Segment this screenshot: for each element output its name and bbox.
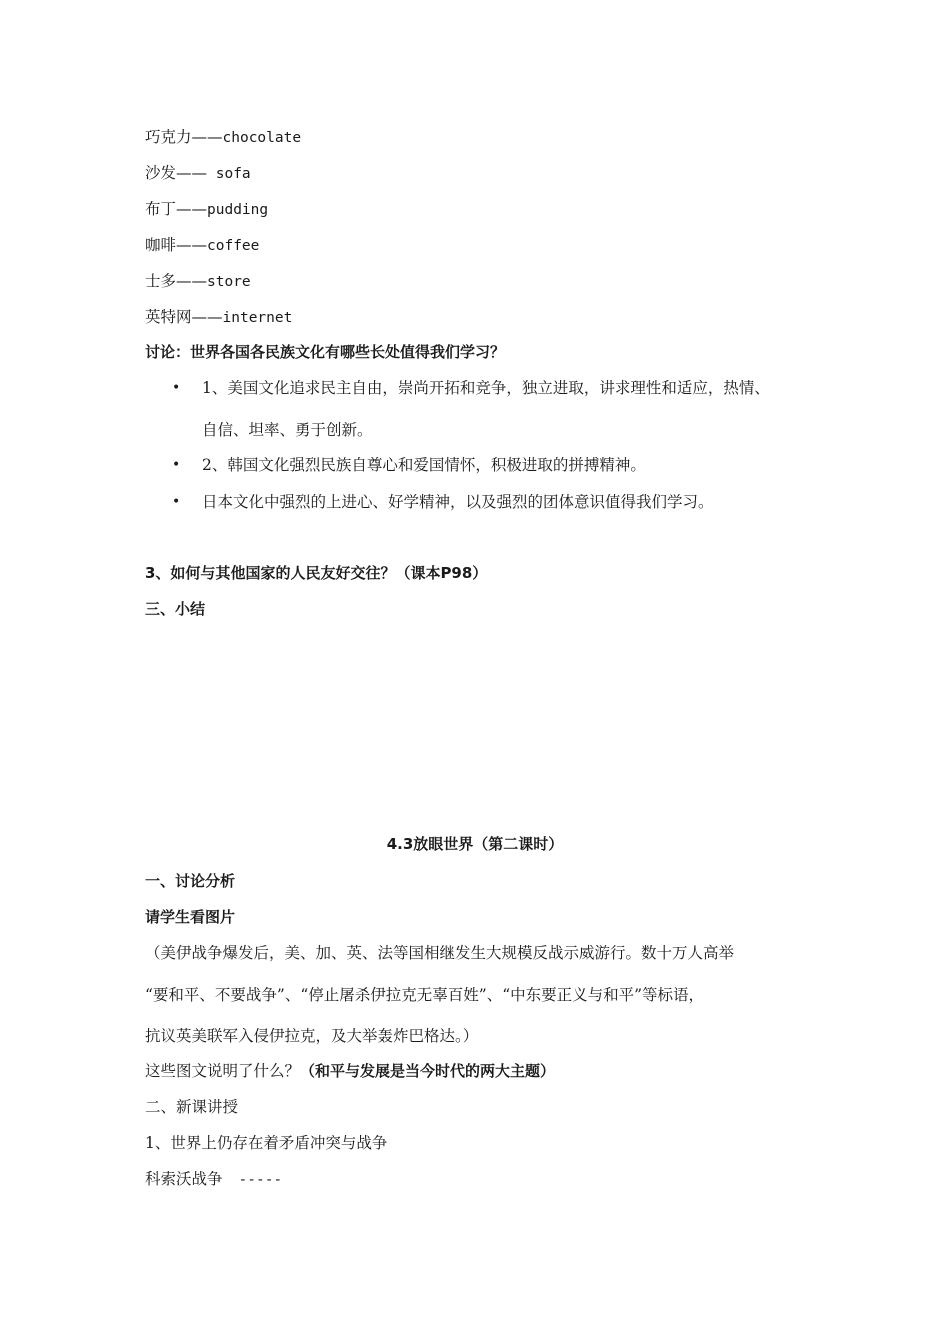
vocab-chinese: 士多—— (145, 272, 208, 290)
kosovo-line (145, 1168, 282, 1191)
bullet-icon: • (172, 457, 181, 473)
vocab-item (145, 162, 251, 185)
question-line (145, 1060, 555, 1082)
bullet-text-continued: 自信、坦率、勇于创新。 (202, 421, 373, 439)
vocab-english: coffee (207, 238, 260, 254)
vocab-chinese: 沙发—— (145, 164, 208, 182)
bullet-icon: • (172, 494, 181, 510)
vocab-chinese: 布丁—— (145, 200, 208, 218)
discussion-heading: 讨论：世界各国各民族文化有哪些长处值得我们学习？ (145, 343, 506, 361)
vocab-english: internet (222, 310, 293, 326)
part-heading: 二、新课讲授 (145, 1098, 239, 1116)
vocab-item (145, 306, 292, 329)
kosovo-dash: ----- (238, 1172, 283, 1188)
vocab-chinese: 咖啡—— (145, 236, 208, 254)
vocab-chinese: 英特网—— (145, 308, 223, 326)
point-heading: 1、世界上仍存在着矛盾冲突与战争 (145, 1134, 388, 1152)
bullet-text: 1、美国文化追求民主自由，崇尚开拓和竞争，独立进取，讲求理性和适应，热情、 (202, 379, 770, 397)
subheading: 请学生看图片 (145, 908, 236, 926)
vocab-english: store (207, 274, 251, 290)
vocab-chinese: 巧克力—— (145, 128, 223, 146)
vocab-item (145, 198, 268, 221)
bullet-text: 日本文化中强烈的上进心、好学精神，以及强烈的团体意识值得我们学习。 (202, 493, 714, 511)
lesson-title: 4.3放眼世界（第二课时） (386, 835, 564, 853)
bullet-icon: • (172, 380, 181, 396)
question-text: 这些图文说明了什么？ (145, 1062, 301, 1080)
part-heading: 一、讨论分析 (145, 872, 236, 890)
summary-heading: 三、小结 (145, 600, 206, 618)
kosovo-label: 科索沃战争 (145, 1170, 223, 1188)
answer-text: （和平与发展是当今时代的两大主题） (300, 1062, 556, 1080)
bullet-text: 2、韩国文化强烈民族自尊心和爱国情怀，积极进取的拼搏精神。 (202, 456, 646, 474)
vocab-item (145, 270, 251, 293)
vocab-english: pudding (207, 202, 269, 218)
section-heading: 3、如何与其他国家的人民友好交往？（课本P98） (145, 564, 488, 582)
vocab-english: sofa (207, 166, 251, 182)
vocab-item (145, 126, 301, 149)
paragraph-line: 抗议英美联军入侵伊拉克，及大举轰炸巴格达。） (145, 1027, 479, 1045)
vocab-english: chocolate (222, 130, 302, 146)
vocab-item (145, 234, 259, 257)
paragraph-line: “要和平、不要战争”、“停止屠杀伊拉克无辜百姓”、“中东要正义与和平”等标语， (145, 986, 705, 1004)
paragraph-line: （美伊战争爆发后，美、加、英、法等国相继发生大规模反战示威游行。数十万人高举 (145, 944, 735, 962)
